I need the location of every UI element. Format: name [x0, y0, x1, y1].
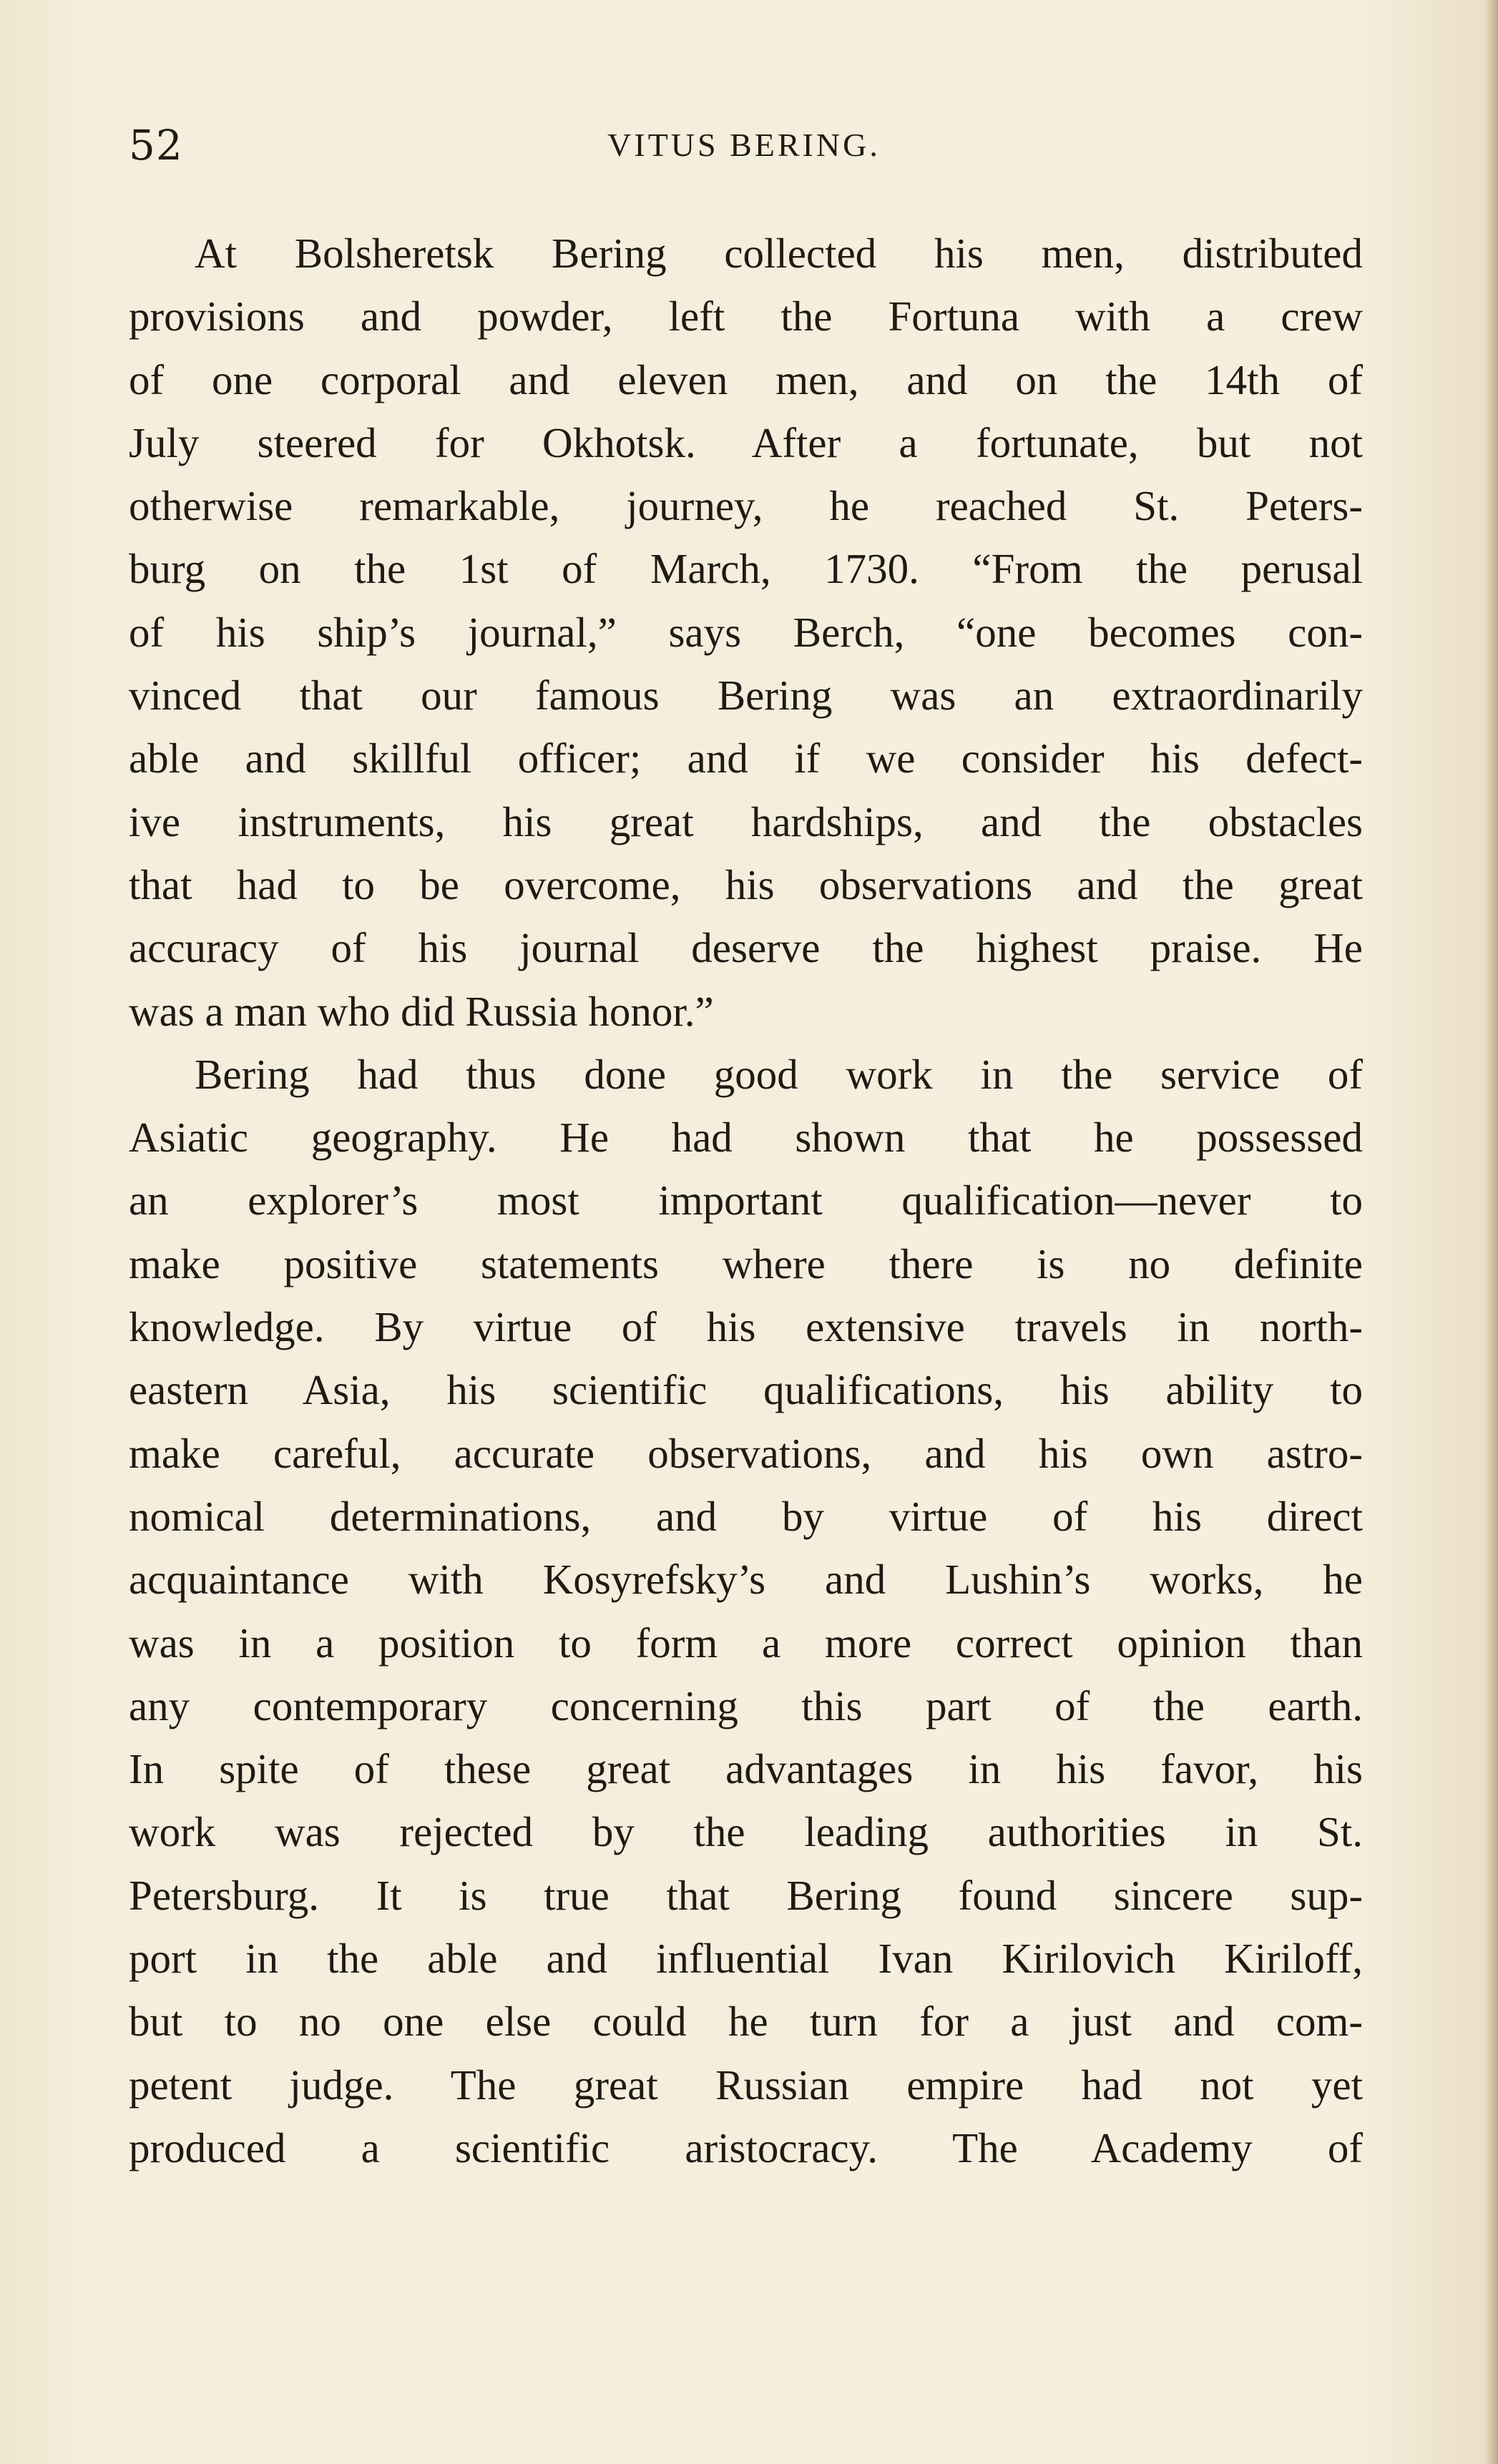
text-line: an explorer’s most important qualification—never to: [129, 1177, 1363, 1224]
text-line: ive instruments, his great hardships, and the obstacles: [129, 797, 1363, 845]
text-line: acquaintance with Kosyrefsky’s and Lushin’s works, he: [129, 1556, 1363, 1604]
text-line: nomical determinations, and by virtue of his direct: [129, 1492, 1363, 1540]
page-number: 52: [129, 121, 183, 170]
text-line: At Bolsheretsk Bering collected his men, distributed: [195, 230, 1363, 277]
text-line: port in the able and influential Ivan Kirilovich Kiriloff,: [129, 1935, 1363, 1983]
text-line: was in a position to form a more correct opinion than: [129, 1619, 1363, 1667]
text-line: In spite of these great advantages in his favor, his: [129, 1745, 1363, 1793]
text-line: provisions and powder, left the Fortuna with a crew: [129, 293, 1363, 340]
text-line: eastern Asia, his scientific qualifications, his ability to: [129, 1366, 1363, 1414]
text-line: that had to be overcome, his observations and the great: [129, 860, 1363, 908]
body-text: [129, 222, 1363, 2179]
page-edge-shadow: [1485, 0, 1498, 2464]
text-line: but to no one else could he turn for a just and com-: [129, 1998, 1363, 2046]
text-line: July steered for Okhotsk. After a fortunate, but not: [129, 418, 1363, 466]
text-line: Asiatic geography. He had shown that he possessed: [129, 1114, 1363, 1162]
running-title: VITUS BERING.: [607, 127, 881, 163]
text-line: make positive statements where there is no definite: [129, 1240, 1363, 1287]
text-line: able and skillful officer; and if we consider his defect-: [129, 735, 1363, 782]
text-line: Petersburg. It is true that Bering found sincere sup-: [129, 1871, 1363, 1919]
text-line: produced a scientific aristocracy. The Academy of: [129, 2124, 1363, 2171]
text-line: of his ship’s journal,” says Berch, “one becomes con-: [129, 608, 1363, 656]
text-line: of one corporal and eleven men, and on the 14th of: [129, 355, 1363, 403]
running-head: [129, 120, 1359, 170]
text-line: make careful, accurate observations, and his own astro-: [129, 1429, 1363, 1477]
text-line: Bering had thus done good work in the service of: [195, 1050, 1363, 1098]
text-line: knowledge. By virtue of his extensive travels in north-: [129, 1303, 1363, 1351]
text-line: any contemporary concerning this part of the earth.: [129, 1682, 1363, 1729]
text-line: vinced that our famous Bering was an extraordinarily: [129, 672, 1363, 720]
text-line: burg on the 1st of March, 1730. “From the perusal: [129, 545, 1363, 593]
text-line: work was rejected by the leading authorities in St.: [129, 1808, 1363, 1856]
text-line: otherwise remarkable, journey, he reached St. Peters-: [129, 482, 1363, 530]
text-line: accuracy of his journal deserve the highest praise. He: [129, 924, 1363, 972]
text-line: was a man who did Russia honor.”: [129, 987, 714, 1035]
text-line: petent judge. The great Russian empire had not yet: [129, 2061, 1363, 2109]
